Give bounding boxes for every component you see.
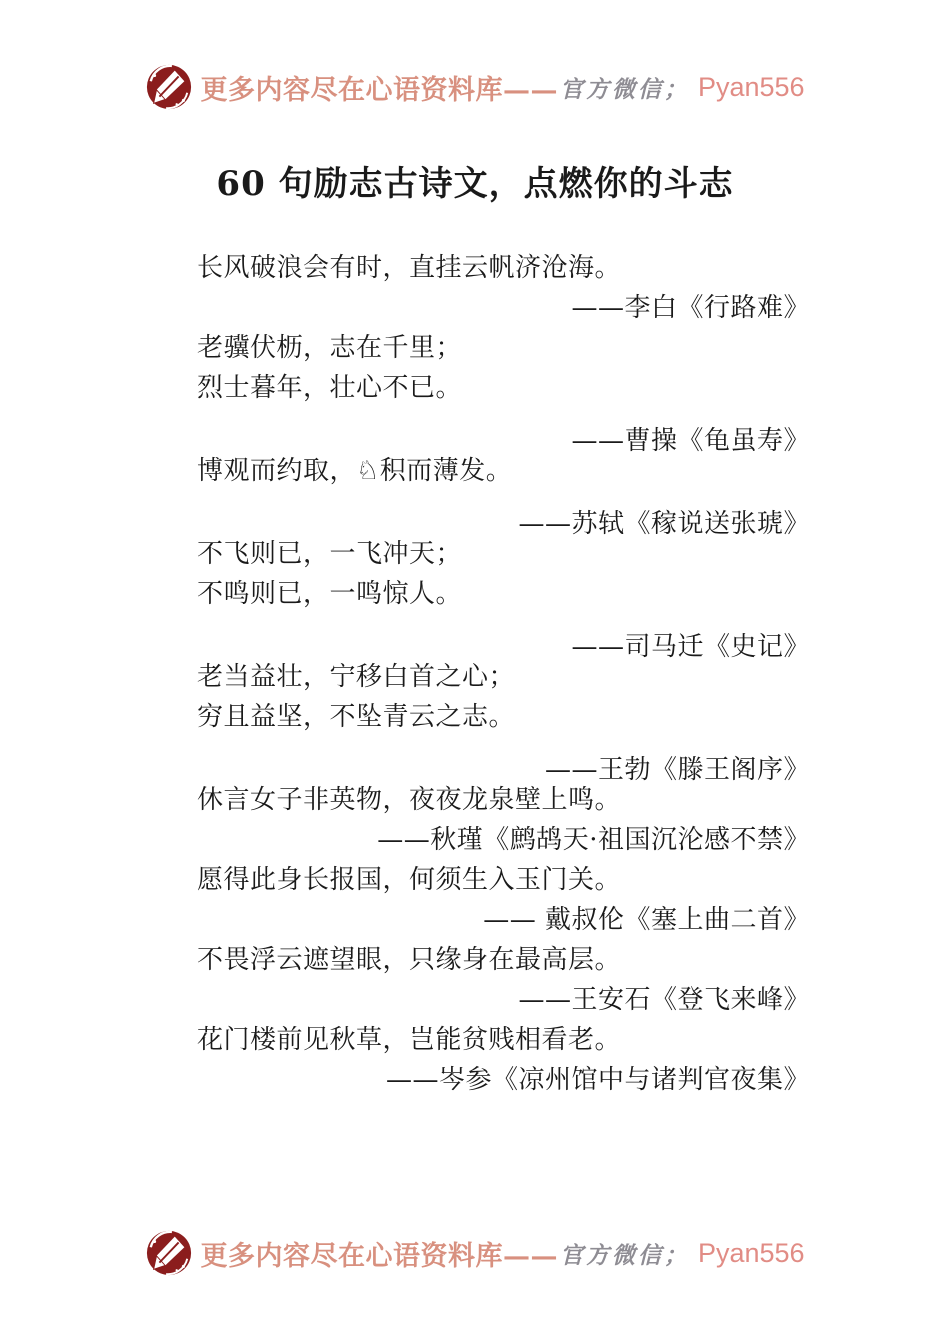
- quote-line: 不畏浮云遮望眼，只缘身在最高层。: [197, 945, 622, 975]
- quote-line: 烈士暮年，壮心不已。: [197, 373, 463, 403]
- quote-line: 长风破浪会有时，直挂云帆济沧海。: [197, 253, 622, 283]
- quote-attribution: ——王安石《登飞来峰》: [518, 985, 810, 1015]
- watermark-wechat-label: 官方微信；: [559, 1242, 690, 1268]
- watermark-wechat-id: Pyan556: [697, 71, 805, 102]
- quote-line: 穷且益坚，不坠青云之志。: [197, 702, 516, 732]
- quote-attribution: ——王勃《滕王阁序》: [544, 755, 810, 785]
- quote-attribution: ——李白《行路难》: [571, 293, 810, 323]
- quote-attribution: —— 戴叔伦《塞上曲二首》: [483, 905, 810, 935]
- quote-line: 花门楼前见秋草，岂能贫贱相看老。: [197, 1025, 622, 1055]
- watermark-wechat-label: 官方微信；: [559, 76, 690, 102]
- quote-attribution: ——秋瑾《鹧鸪天·祖国沉沦感不禁》: [377, 825, 810, 855]
- footer-watermark: [0, 1228, 950, 1278]
- quote-line: 不鸣则已，一鸣惊人。: [197, 579, 463, 609]
- quote-line: 老当益壮，宁移白首之心；: [197, 662, 516, 692]
- quote-attribution: ——苏轼《稼说送张琥》: [518, 509, 810, 539]
- pen-swirl-logo-icon: [145, 1228, 193, 1278]
- watermark-text-main: 更多内容尽在心语资料库——: [200, 1240, 558, 1272]
- quote-attribution: ——司马迁《史记》: [571, 632, 810, 662]
- quotes-list: [197, 248, 810, 1100]
- quote-attribution: ——曹操《龟虽寿》: [571, 426, 810, 456]
- quote-line: 愿得此身长报国，何须生入玉门关。: [197, 865, 622, 895]
- watermark-wechat-id: Pyan556: [697, 1237, 805, 1268]
- quote-attribution: ——岑参《凉州馆中与诸判官夜集》: [385, 1065, 810, 1095]
- pen-swirl-logo-icon: [145, 62, 193, 112]
- quote-line: 博观而约取，♘积而薄发。: [197, 456, 513, 486]
- quote-line: 老骥伏枥，志在千里；: [197, 333, 463, 363]
- quote-line: 休言女子非英物，夜夜龙泉壁上鸣。: [197, 785, 622, 815]
- header-watermark: [0, 62, 950, 112]
- quote-line: 不飞则已，一飞冲天；: [197, 539, 463, 569]
- page-title: 60 句励志古诗文，点燃你的斗志: [216, 164, 734, 204]
- watermark-text-main: 更多内容尽在心语资料库——: [200, 74, 558, 106]
